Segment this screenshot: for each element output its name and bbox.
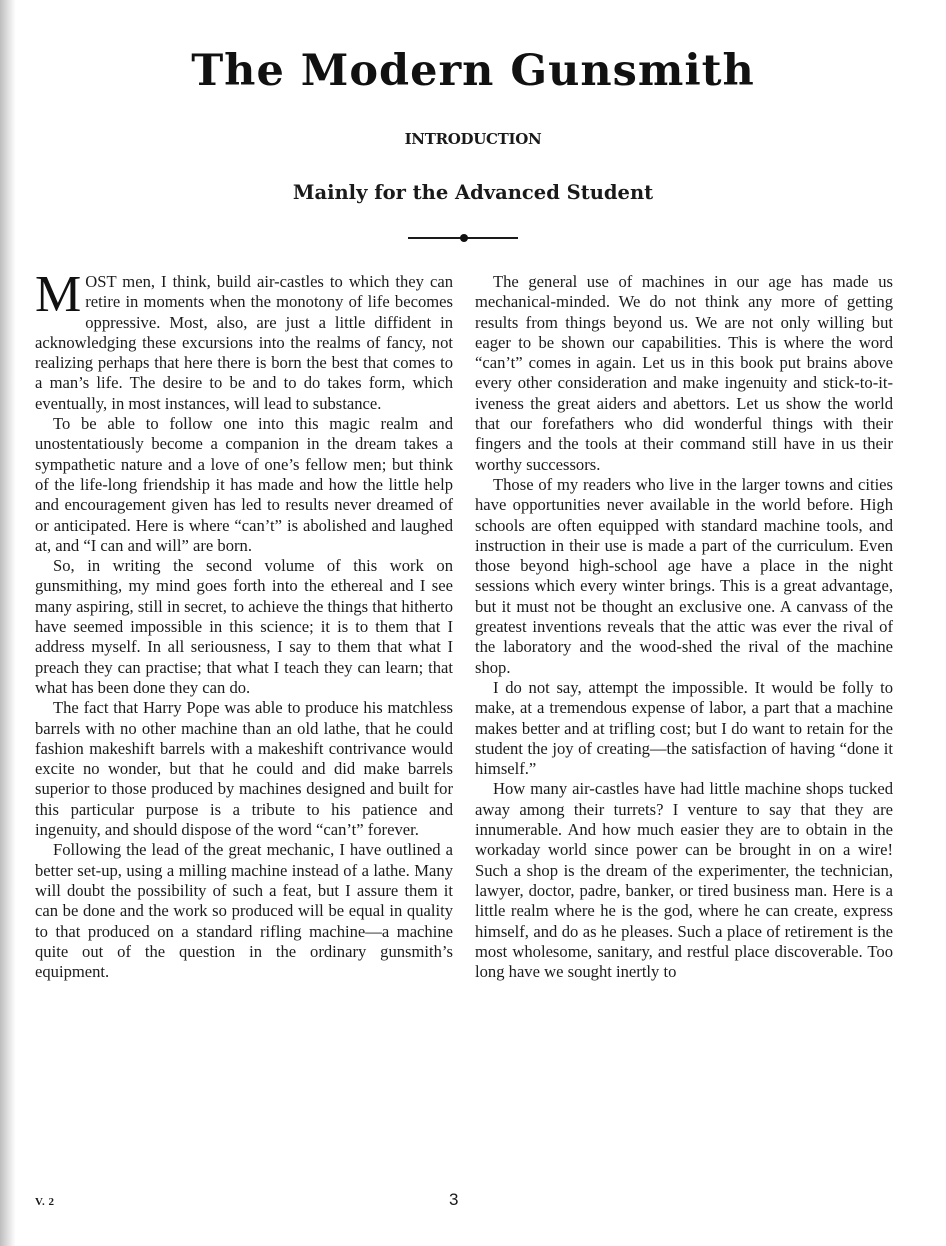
paragraph: How many air-castles have had little machine shops tucked away among their turrets? I venture to say that they are innumerable. And how much easier they are to obtain in the workaday world since power can be brought in on a wire! Such a shop is the dream of the experimenter, the technician, lawyer, doctor, padre, banker, or tired business man. Here is a little realm where he is the god, where he can create, express himself, and do as he pleases. Such a place of retirement is the most wholesome, sanitary, and restful place discoverable. Too long have we sought inertly to xyxy=(475,779,893,982)
paragraph: Following the lead of the great mechanic, I have outlined a better set-up, using a milling machine instead of a lathe. Many will doubt the possibility of such a feat, but I assure them it can be done and the work so produced will be equal in quality to that produced on a standard rifling machine—a machine quite out of the question in the ordinary gunsmith’s equipment. xyxy=(35,840,453,982)
paragraph xyxy=(35,266,453,414)
book-title: The Modern Gunsmith xyxy=(191,46,755,96)
chapter-subtitle: Mainly for the Advanced Student xyxy=(292,181,654,204)
paragraph: So, in writing the second volume of this work on gunsmithing, my mind goes forth into the ethereal and I see many aspiring, still in secret, to achieve the things that hitherto have seemed impossible in this science; it is to them that I address myself. In all seriousness, I say to them that what I preach they can practise; that what I teach they can learn; that what has been done they can do. xyxy=(35,556,453,697)
drop-cap: M xyxy=(35,266,82,323)
paragraph: To be able to follow one into this magic realm and unostentatiously become a companion in the dream takes a sympathetic nature and a love of one’s fellow men; but think of the life-long friendship it has made and how the little help and encouragement given has led to results never dreamed of or anticipated. Here is where “can’t” is abolished and laughed at, and “I can and will” are born. xyxy=(35,414,453,555)
paragraph: Those of my readers who live in the larger towns and cities have opportunities never available in the world before. High schools are often equipped with standard machine tools, and instruction in their use is made a part of the curriculum. Even those beyond high-school age have a place in the night sessions which every winter brings. This is a great advantage, but it must not be thought an exclusive one. A canvass of the greatest inventions reveals that the attic was ever the rival of the laboratory and the wood-shed the rival of the machine shop. xyxy=(475,474,893,677)
page-number: 3 xyxy=(449,1190,459,1209)
rule-with-dot-ornament-icon xyxy=(408,233,518,243)
section-label: INTRODUCTION xyxy=(404,130,542,148)
signature-mark: V. 2 xyxy=(35,1196,55,1208)
ornament-dot xyxy=(460,234,468,242)
right-column xyxy=(475,272,893,982)
paragraph: I do not say, attempt the impossible. It would be folly to make, at a tremendous expense of labor, a part that a machine makes better and at trifling cost; but I do want to retain for the student the joy of creating—the satisfaction of having “done it himself.” xyxy=(475,677,893,779)
left-column xyxy=(35,266,453,982)
paragraph: The fact that Harry Pope was able to produce his matchless barrels with no other machine than an old lathe, that he could fashion makeshift barrels with a makeshift contrivance would excite no wonder, but that he could and did make barrels superior to those produced by machines designed and built for this particular purpose is a tribute to his patience and ingenuity, and should dispose of the word “can’t” forever. xyxy=(35,698,453,840)
paragraph: The general use of machines in our age has made us mechanical-minded. We do not think any more of getting results from things beyond us. We are not only willing but eager to be shown our capabilities. This is where the word “can’t” comes in again. Let us in this book put brains above every other consideration and make ingenuity and stick-to-it-iveness the great aiders and abettors. Let us show the world that our forefathers who did wonderful things with their fingers and the tools at their command still have in us their worthy successors. xyxy=(475,272,893,474)
paragraph-text: OST men, I think, build air-castles to which they can retire in moments when the monotony of life becomes oppressive. Most, also, are just a little diffident in acknowledging these excursions into the realms of fancy, not realizing perhaps that here there is born the best that comes to a man’s life. The desire to be and to do takes form, which eventually, in most instances, will lead to substance. xyxy=(35,272,453,413)
